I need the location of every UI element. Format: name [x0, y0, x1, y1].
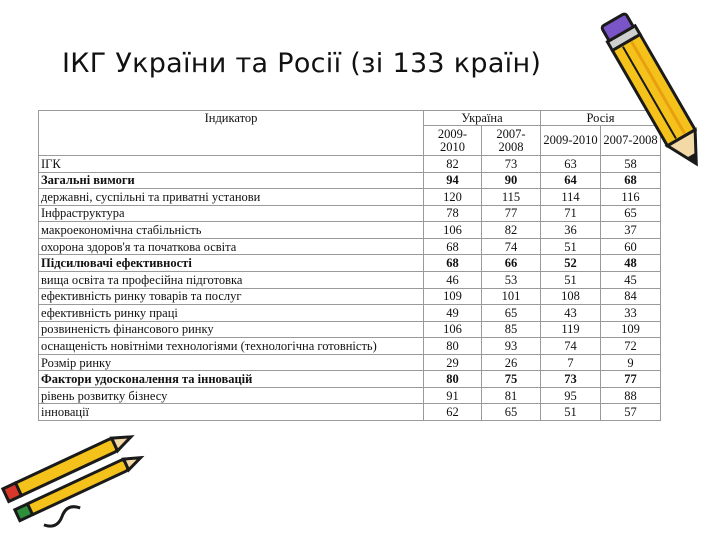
- rank-value: 26: [482, 354, 541, 371]
- indicator-label: ефективність ринку праці: [39, 305, 424, 322]
- indicator-label: макроекономічна стабільність: [39, 222, 424, 239]
- table-row: [39, 156, 661, 173]
- indicator-label: Фактори удосконалення та інновацій: [39, 371, 424, 388]
- indicator-label: ІГК: [39, 156, 424, 173]
- rank-value: 82: [424, 156, 482, 173]
- rank-value: 80: [424, 338, 482, 355]
- rank-value: 91: [424, 387, 482, 404]
- table-row: [39, 321, 661, 338]
- indicator-label: Загальні вимоги: [39, 172, 424, 189]
- rank-value: 43: [541, 305, 601, 322]
- rank-value: 9: [601, 354, 661, 371]
- period-header: 2007-2008: [482, 126, 541, 156]
- indicator-label: оснащеність новітніми технологіями (технологічна готовність): [39, 338, 424, 355]
- rank-value: 46: [424, 271, 482, 288]
- slide-title: ІКГ України та Росії (зі 133 країн): [62, 48, 542, 79]
- rank-value: 53: [482, 271, 541, 288]
- rank-value: 72: [601, 338, 661, 355]
- rank-value: 84: [601, 288, 661, 305]
- rank-value: 75: [482, 371, 541, 388]
- rank-value: 93: [482, 338, 541, 355]
- pencil-icon: [600, 2, 712, 177]
- indicator-label: ефективність ринку товарів та послуг: [39, 288, 424, 305]
- table-body: [39, 156, 661, 421]
- table-row: [39, 271, 661, 288]
- rank-value: 90: [482, 172, 541, 189]
- indicator-label: рівень розвитку бізнесу: [39, 387, 424, 404]
- table-row: [39, 305, 661, 322]
- rank-value: 65: [601, 205, 661, 222]
- rank-value: 94: [424, 172, 482, 189]
- table-row: [39, 387, 661, 404]
- rank-value: 29: [424, 354, 482, 371]
- rank-value: 73: [482, 156, 541, 173]
- period-header: 2009-2010: [424, 126, 482, 156]
- rank-value: 109: [601, 321, 661, 338]
- rank-value: 95: [541, 387, 601, 404]
- rank-value: 82: [482, 222, 541, 239]
- rank-value: 51: [541, 271, 601, 288]
- indicator-label: охорона здоров'я та початкова освіта: [39, 238, 424, 255]
- indicator-label: Розмір ринку: [39, 354, 424, 371]
- rank-value: 52: [541, 255, 601, 272]
- rank-value: 106: [424, 222, 482, 239]
- rank-value: 109: [424, 288, 482, 305]
- country-header-ukraine: Україна: [424, 111, 541, 126]
- rank-value: 51: [541, 238, 601, 255]
- table-row: [39, 172, 661, 189]
- country-header-russia: Росія: [541, 111, 661, 126]
- rank-value: 77: [601, 371, 661, 388]
- rank-value: 108: [541, 288, 601, 305]
- rank-value: 71: [541, 205, 601, 222]
- rank-value: 66: [482, 255, 541, 272]
- rank-value: 57: [601, 404, 661, 421]
- rank-value: 62: [424, 404, 482, 421]
- rank-value: 116: [601, 189, 661, 206]
- indicator-header: Індикатор: [39, 111, 424, 156]
- rank-value: 73: [541, 371, 601, 388]
- rank-value: 68: [424, 238, 482, 255]
- rank-value: 119: [541, 321, 601, 338]
- rank-value: 65: [482, 404, 541, 421]
- rank-value: 120: [424, 189, 482, 206]
- rank-value: 63: [541, 156, 601, 173]
- table-row: [39, 371, 661, 388]
- rank-value: 80: [424, 371, 482, 388]
- table-row: [39, 354, 661, 371]
- rank-value: 58: [601, 156, 661, 173]
- period-header: 2007-2008: [601, 126, 661, 156]
- indicator-table-container: [38, 110, 660, 421]
- rank-value: 77: [482, 205, 541, 222]
- rank-value: 68: [601, 172, 661, 189]
- indicator-label: державні, суспільні та приватні установи: [39, 189, 424, 206]
- rank-value: 68: [424, 255, 482, 272]
- table-row: [39, 404, 661, 421]
- rank-value: 48: [601, 255, 661, 272]
- rank-value: 114: [541, 189, 601, 206]
- table-row: [39, 338, 661, 355]
- indicator-table: [38, 110, 661, 421]
- rank-value: 78: [424, 205, 482, 222]
- pens-icon: [0, 430, 150, 540]
- rank-value: 36: [541, 222, 601, 239]
- rank-value: 60: [601, 238, 661, 255]
- table-row: [39, 189, 661, 206]
- indicator-label: вища освіта та професійна підготовка: [39, 271, 424, 288]
- table-row: [39, 205, 661, 222]
- table-row: [39, 238, 661, 255]
- rank-value: 7: [541, 354, 601, 371]
- rank-value: 115: [482, 189, 541, 206]
- indicator-label: інновації: [39, 404, 424, 421]
- rank-value: 33: [601, 305, 661, 322]
- table-row: [39, 222, 661, 239]
- period-header: 2009-2010: [541, 126, 601, 156]
- rank-value: 45: [601, 271, 661, 288]
- rank-value: 65: [482, 305, 541, 322]
- rank-value: 88: [601, 387, 661, 404]
- rank-value: 64: [541, 172, 601, 189]
- indicator-label: Інфраструктура: [39, 205, 424, 222]
- rank-value: 101: [482, 288, 541, 305]
- rank-value: 37: [601, 222, 661, 239]
- rank-value: 81: [482, 387, 541, 404]
- rank-value: 74: [541, 338, 601, 355]
- table-row: [39, 288, 661, 305]
- rank-value: 49: [424, 305, 482, 322]
- rank-value: 106: [424, 321, 482, 338]
- rank-value: 74: [482, 238, 541, 255]
- rank-value: 51: [541, 404, 601, 421]
- indicator-label: розвиненість фінансового ринку: [39, 321, 424, 338]
- rank-value: 85: [482, 321, 541, 338]
- indicator-label: Підсилювачі ефективності: [39, 255, 424, 272]
- table-row: [39, 255, 661, 272]
